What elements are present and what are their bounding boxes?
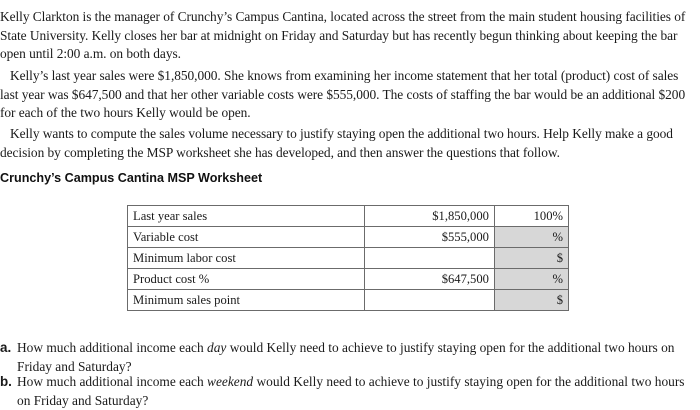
question-b — [0, 373, 698, 410]
row-amount: $555,000 — [364, 227, 494, 248]
row-label: Minimum labor cost — [128, 248, 365, 269]
question-text — [17, 339, 698, 376]
table-row — [128, 290, 569, 311]
row-label: Variable cost — [128, 227, 365, 248]
question-marker: b. — [0, 374, 12, 389]
table-row — [128, 206, 569, 227]
row-percent: 100% — [494, 206, 568, 227]
row-amount — [364, 248, 494, 269]
question-text — [17, 373, 698, 410]
row-amount: $1,850,000 — [364, 206, 494, 227]
row-label: Minimum sales point — [128, 290, 365, 311]
question-emphasis: day — [207, 340, 227, 355]
question-text-part: would Kelly need to achieve to justify staying open for the additional two hours on Friday and Saturday? — [17, 340, 675, 374]
question-a — [0, 339, 698, 376]
worksheet-title: Crunchy’s Campus Cantina MSP Worksheet — [0, 171, 263, 185]
intro-paragraph: Kelly Clarkton is the manager of Crunchy’s Campus Cantina, located across the street from the main student housing facilities of State University. Kelly closes her bar at midnight on Friday and Saturday but has recently begun thinking about keeping the bar open until 2:00 a.m. on both days. — [0, 9, 686, 62]
row-dollar-blank: $ — [494, 248, 568, 269]
table-row — [128, 248, 569, 269]
table-row — [128, 227, 569, 248]
sales-cost-paragraph: Kelly’s last year sales were $1,850,000. She knows from examining her income statement that her total (product) cost of sales last year was $647,500 and that her other variable costs were $555,000. The costs of staffing the bar would be an additional $200 for each of the two hours Kelly would be open. — [0, 68, 686, 121]
row-dollar-blank: $ — [494, 290, 568, 311]
row-label: Last year sales — [128, 206, 365, 227]
row-label: Product cost % — [128, 269, 365, 290]
question-text-part: How much additional income each — [17, 340, 208, 355]
row-percent-blank: % — [494, 227, 568, 248]
row-amount — [364, 290, 494, 311]
row-amount: $647,500 — [364, 269, 494, 290]
question-marker: a. — [0, 340, 12, 355]
msp-worksheet-table — [127, 205, 569, 311]
question-emphasis: weekend — [207, 374, 254, 389]
question-text-part: would Kelly need to achieve to justify staying open for the additional two hours on Friday and Saturday? — [17, 374, 685, 408]
question-text-part: How much additional income each — [17, 374, 208, 389]
task-paragraph: Kelly wants to compute the sales volume necessary to justify staying open the additional two hours. Help Kelly make a good decision by completing the MSP worksheet she has developed, and then answer the questions that follow. — [0, 126, 673, 160]
row-percent-blank: % — [494, 269, 568, 290]
table-row — [128, 269, 569, 290]
